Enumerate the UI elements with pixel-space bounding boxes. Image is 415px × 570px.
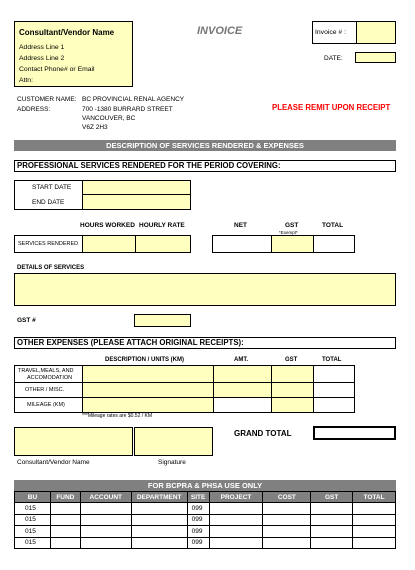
customer-address-line-3: V6Z 2H3: [82, 124, 108, 131]
gst-column-header: GST: [311, 492, 353, 503]
details-field[interactable]: [14, 273, 396, 306]
table-row: [15, 514, 396, 526]
department-column-header: DEPARTMENT: [131, 492, 187, 503]
department-cell[interactable]: [131, 503, 187, 515]
bu-cell: 015: [15, 537, 51, 549]
department-cell[interactable]: [131, 537, 187, 549]
total-column-header: TOTAL: [353, 492, 396, 503]
signature-field[interactable]: [134, 427, 213, 456]
expense-row-label: OTHER / MISC.: [25, 387, 65, 393]
invoice-date-label: DATE:: [324, 55, 343, 62]
bu-cell: 015: [15, 503, 51, 515]
gst-exempt-note: *Exempt*: [279, 230, 298, 235]
hours-worked-field[interactable]: [82, 236, 135, 252]
period-box: [14, 180, 191, 210]
cost-column-header: COST: [263, 492, 311, 503]
vendor-contact: Contact Phone# or Email: [19, 66, 95, 73]
total-cell[interactable]: [353, 526, 396, 538]
vendor-address-line-2: Address Line 2: [19, 55, 65, 62]
account-cell[interactable]: [80, 537, 131, 549]
mileage-gst-field[interactable]: [271, 398, 314, 412]
account-column-header: ACCOUNT: [80, 492, 131, 503]
expenses-table: [14, 365, 355, 413]
end-date-field[interactable]: [82, 195, 190, 209]
table-row: [15, 526, 396, 538]
services-amounts-row: [212, 235, 355, 253]
department-cell[interactable]: [131, 526, 187, 538]
cost-cell[interactable]: [263, 537, 311, 549]
vendor-name-sign-label: Consultant/Vendor Name: [17, 459, 90, 466]
account-cell[interactable]: [80, 526, 131, 538]
net-header: NET: [234, 222, 247, 229]
project-column-header: PROJECT: [209, 492, 263, 503]
office-use-bar: FOR BCPRA & PHSA USE ONLY: [14, 480, 396, 491]
invoice-number-field[interactable]: [356, 22, 395, 43]
total-cell[interactable]: [353, 537, 396, 549]
invoice-number-label: Invoice # :: [315, 29, 346, 36]
customer-address-label: ADDRESS:: [17, 106, 51, 113]
expense-amt-header: AMT.: [234, 357, 248, 363]
vendor-info-box[interactable]: [14, 21, 133, 87]
total-cell[interactable]: [353, 514, 396, 526]
mileage-rate-note: ***Mileage rates are $0.52 / KM: [82, 413, 153, 419]
services-rendered-label: SERVICES RENDERED: [18, 241, 79, 247]
customer-name: BC PROVINCIAL RENAL AGENCY: [82, 96, 185, 103]
expense-row: [15, 366, 354, 383]
services-section-bar: DESCRIPTION OF SERVICES RENDERED & EXPENSES: [14, 140, 396, 151]
services-rendered-row: [14, 235, 191, 253]
project-cell[interactable]: [209, 503, 263, 515]
expense-row-label: ACCOMODATION: [27, 375, 73, 381]
invoice-number-box: [312, 21, 396, 44]
expense-amt-field[interactable]: [213, 366, 271, 382]
customer-address-line-1: 700 -1380 BURRARD STREET: [82, 106, 173, 113]
site-cell: 099: [187, 503, 209, 515]
expense-total-field[interactable]: [314, 366, 354, 382]
gst-cell[interactable]: [311, 503, 353, 515]
project-cell[interactable]: [209, 537, 263, 549]
details-label: DETAILS OF SERVICES: [17, 265, 85, 271]
gst-field[interactable]: [271, 236, 314, 252]
other-expenses-heading: OTHER EXPENSES (PLEASE ATTACH ORIGINAL RECEIPTS):: [14, 337, 396, 349]
prof-services-heading: PROFESSIONAL SERVICES RENDERED FOR THE PERIOD COVERING:: [14, 160, 396, 172]
account-cell[interactable]: [80, 514, 131, 526]
expense-gst-field[interactable]: [271, 383, 314, 397]
gst-cell[interactable]: [311, 537, 353, 549]
expense-description-field[interactable]: [82, 383, 213, 397]
office-table-header: [15, 492, 396, 503]
expense-gst-field[interactable]: [271, 366, 314, 382]
end-date-label: END DATE: [32, 199, 65, 206]
vendor-name: Consultant/Vendor Name: [19, 28, 115, 37]
expense-amt-field[interactable]: [213, 383, 271, 397]
site-cell: 099: [187, 514, 209, 526]
mileage-amt-field[interactable]: [213, 398, 271, 412]
expense-row: [15, 398, 354, 412]
gst-cell[interactable]: [311, 514, 353, 526]
fund-cell[interactable]: [50, 526, 80, 538]
fund-cell[interactable]: [50, 503, 80, 515]
gst-number-field[interactable]: [134, 314, 191, 327]
invoice-date-field[interactable]: [355, 52, 396, 63]
fund-cell[interactable]: [50, 537, 80, 549]
vendor-attn: Attn:: [19, 77, 33, 84]
start-date-field[interactable]: [82, 181, 190, 195]
mileage-units-field[interactable]: [82, 398, 213, 412]
mileage-total-field[interactable]: [314, 398, 354, 412]
table-row: [15, 537, 396, 549]
hours-worked-header: HOURS WORKED: [80, 222, 135, 229]
bu-cell: 015: [15, 526, 51, 538]
invoice-title: INVOICE: [197, 25, 243, 37]
expense-row: [15, 383, 354, 398]
hourly-rate-header: HOURLY RATE: [139, 222, 185, 229]
office-use-table: [14, 491, 396, 549]
expense-row-label: MILEAGE (KM): [27, 402, 65, 408]
site-column-header: SITE: [187, 492, 209, 503]
project-cell[interactable]: [209, 514, 263, 526]
site-cell: 099: [187, 526, 209, 538]
total-cell[interactable]: [353, 503, 396, 515]
department-cell[interactable]: [131, 514, 187, 526]
remit-notice: PLEASE REMIT UPON RECEIPT: [272, 103, 391, 112]
grand-total-field[interactable]: [313, 426, 396, 440]
fund-cell[interactable]: [50, 514, 80, 526]
expense-total-header: TOTAL: [322, 357, 342, 363]
site-cell: 099: [187, 537, 209, 549]
expense-row-label: TRAVEL,MEALS, AND: [18, 368, 74, 374]
expense-description-header: DESCRIPTION / UNITS (KM): [105, 357, 184, 363]
expense-gst-header: GST: [285, 357, 298, 363]
expense-total-field[interactable]: [314, 383, 354, 397]
hourly-rate-field[interactable]: [135, 236, 190, 252]
signature-label: Signature: [158, 459, 186, 466]
total-header: TOTAL: [322, 222, 344, 229]
bu-column-header: BU: [15, 492, 51, 503]
gst-number-label: GST #: [17, 317, 36, 324]
customer-address-line-2: VANCOUVER, BC: [82, 115, 136, 122]
account-cell[interactable]: [80, 503, 131, 515]
total-field[interactable]: [314, 236, 354, 252]
gst-cell[interactable]: [311, 526, 353, 538]
grand-total-label: GRAND TOTAL: [234, 429, 292, 438]
bu-cell: 015: [15, 514, 51, 526]
gst-header: GST: [285, 222, 299, 229]
start-date-label: START DATE: [32, 184, 72, 191]
net-field[interactable]: [213, 236, 271, 252]
cost-cell[interactable]: [263, 514, 311, 526]
fund-column-header: FUND: [50, 492, 80, 503]
customer-name-label: CUSTOMER NAME:: [17, 96, 77, 103]
table-row: [15, 503, 396, 515]
cost-cell[interactable]: [263, 503, 311, 515]
project-cell[interactable]: [209, 526, 263, 538]
vendor-name-sign-field[interactable]: [14, 427, 133, 456]
vendor-address-line-1: Address Line 1: [19, 44, 65, 51]
expense-description-field[interactable]: [82, 366, 213, 382]
cost-cell[interactable]: [263, 526, 311, 538]
